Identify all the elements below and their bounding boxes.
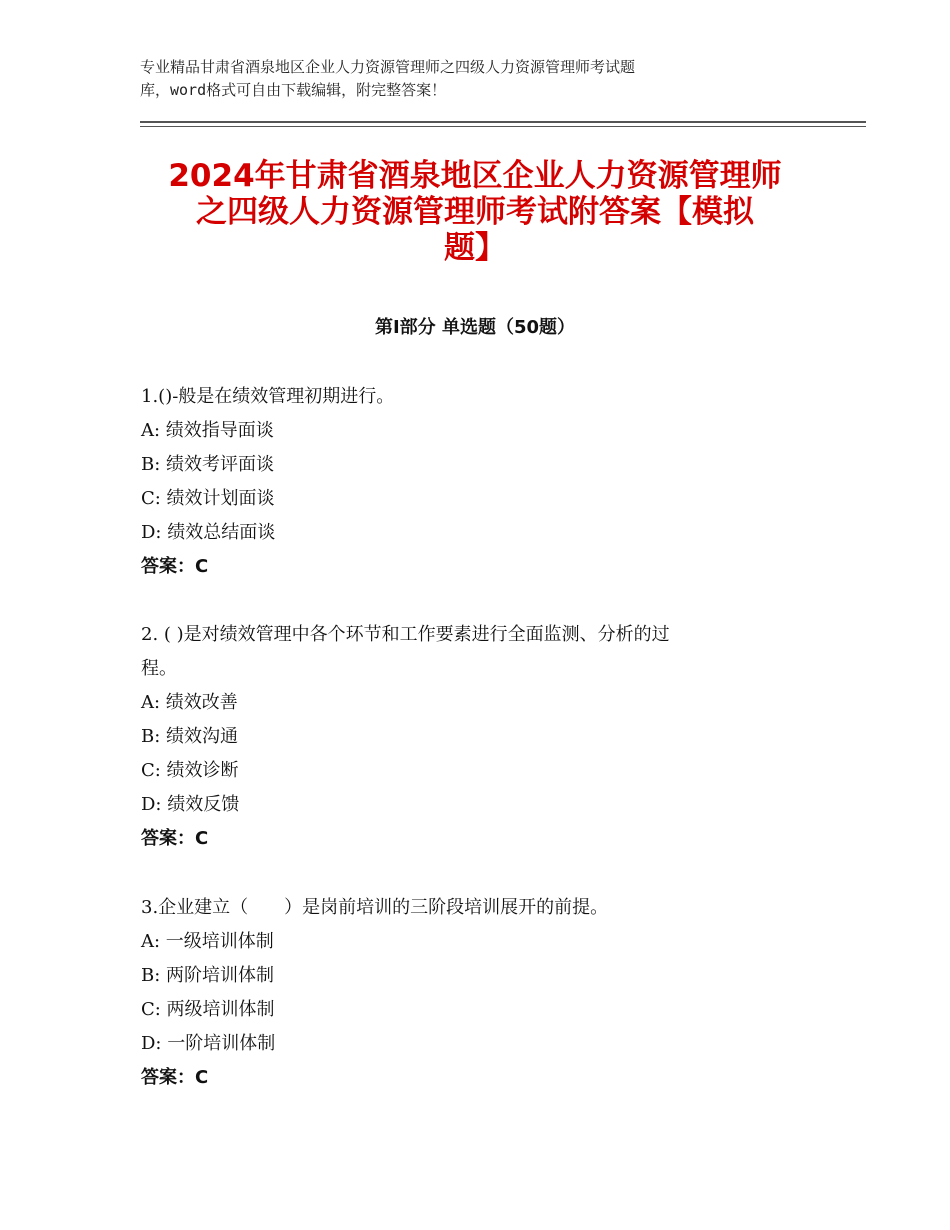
- option-c: C: 两级培训体制: [141, 999, 275, 1020]
- option-d: D: 绩效总结面谈: [141, 522, 276, 543]
- header-divider-thin: [140, 126, 866, 127]
- option-c: C: 绩效计划面谈: [141, 488, 275, 509]
- header-divider: [140, 121, 866, 123]
- question-stem-continued: 程。: [141, 658, 177, 679]
- question-3: [141, 891, 821, 1095]
- page-title: [120, 158, 830, 266]
- title-line: 之四级人力资源管理师考试附答案【模拟: [196, 194, 754, 230]
- header-note: [140, 56, 780, 102]
- question-stem: 2. ( )是对绩效管理中各个环节和工作要素进行全面监测、分析的过: [141, 624, 670, 645]
- title-line: 题】: [444, 230, 506, 266]
- answer-label: 答案：C: [141, 556, 209, 577]
- section-title: 第Ⅰ部分 单选题（50题）: [374, 317, 575, 338]
- option-c: C: 绩效诊断: [141, 760, 239, 781]
- question-stem: 3.企业建立（ ）是岗前培训的三阶段培训展开的前提。: [141, 897, 609, 918]
- option-b: B: 绩效沟通: [141, 726, 239, 747]
- option-b: B: 绩效考评面谈: [141, 454, 275, 475]
- header-note-line: 库，word格式可自由下载编辑，附完整答案！: [140, 81, 447, 99]
- option-a: A: 绩效改善: [141, 692, 238, 713]
- header-note-line: 专业精品甘肃省酒泉地区企业人力资源管理师之四级人力资源管理师考试题: [140, 58, 636, 76]
- title-line: 2024年甘肃省酒泉地区企业人力资源管理师: [168, 158, 782, 194]
- option-b: B: 两阶培训体制: [141, 965, 275, 986]
- option-d: D: 绩效反馈: [141, 794, 240, 815]
- answer-label: 答案：C: [141, 828, 209, 849]
- option-a: A: 绩效指导面谈: [141, 420, 274, 441]
- question-1: [141, 380, 821, 584]
- option-d: D: 一阶培训体制: [141, 1033, 276, 1054]
- question-2: [141, 618, 821, 856]
- answer-label: 答案：C: [141, 1067, 209, 1088]
- question-stem: 1.()-般是在绩效管理初期进行。: [141, 386, 395, 407]
- option-a: A: 一级培训体制: [141, 931, 274, 952]
